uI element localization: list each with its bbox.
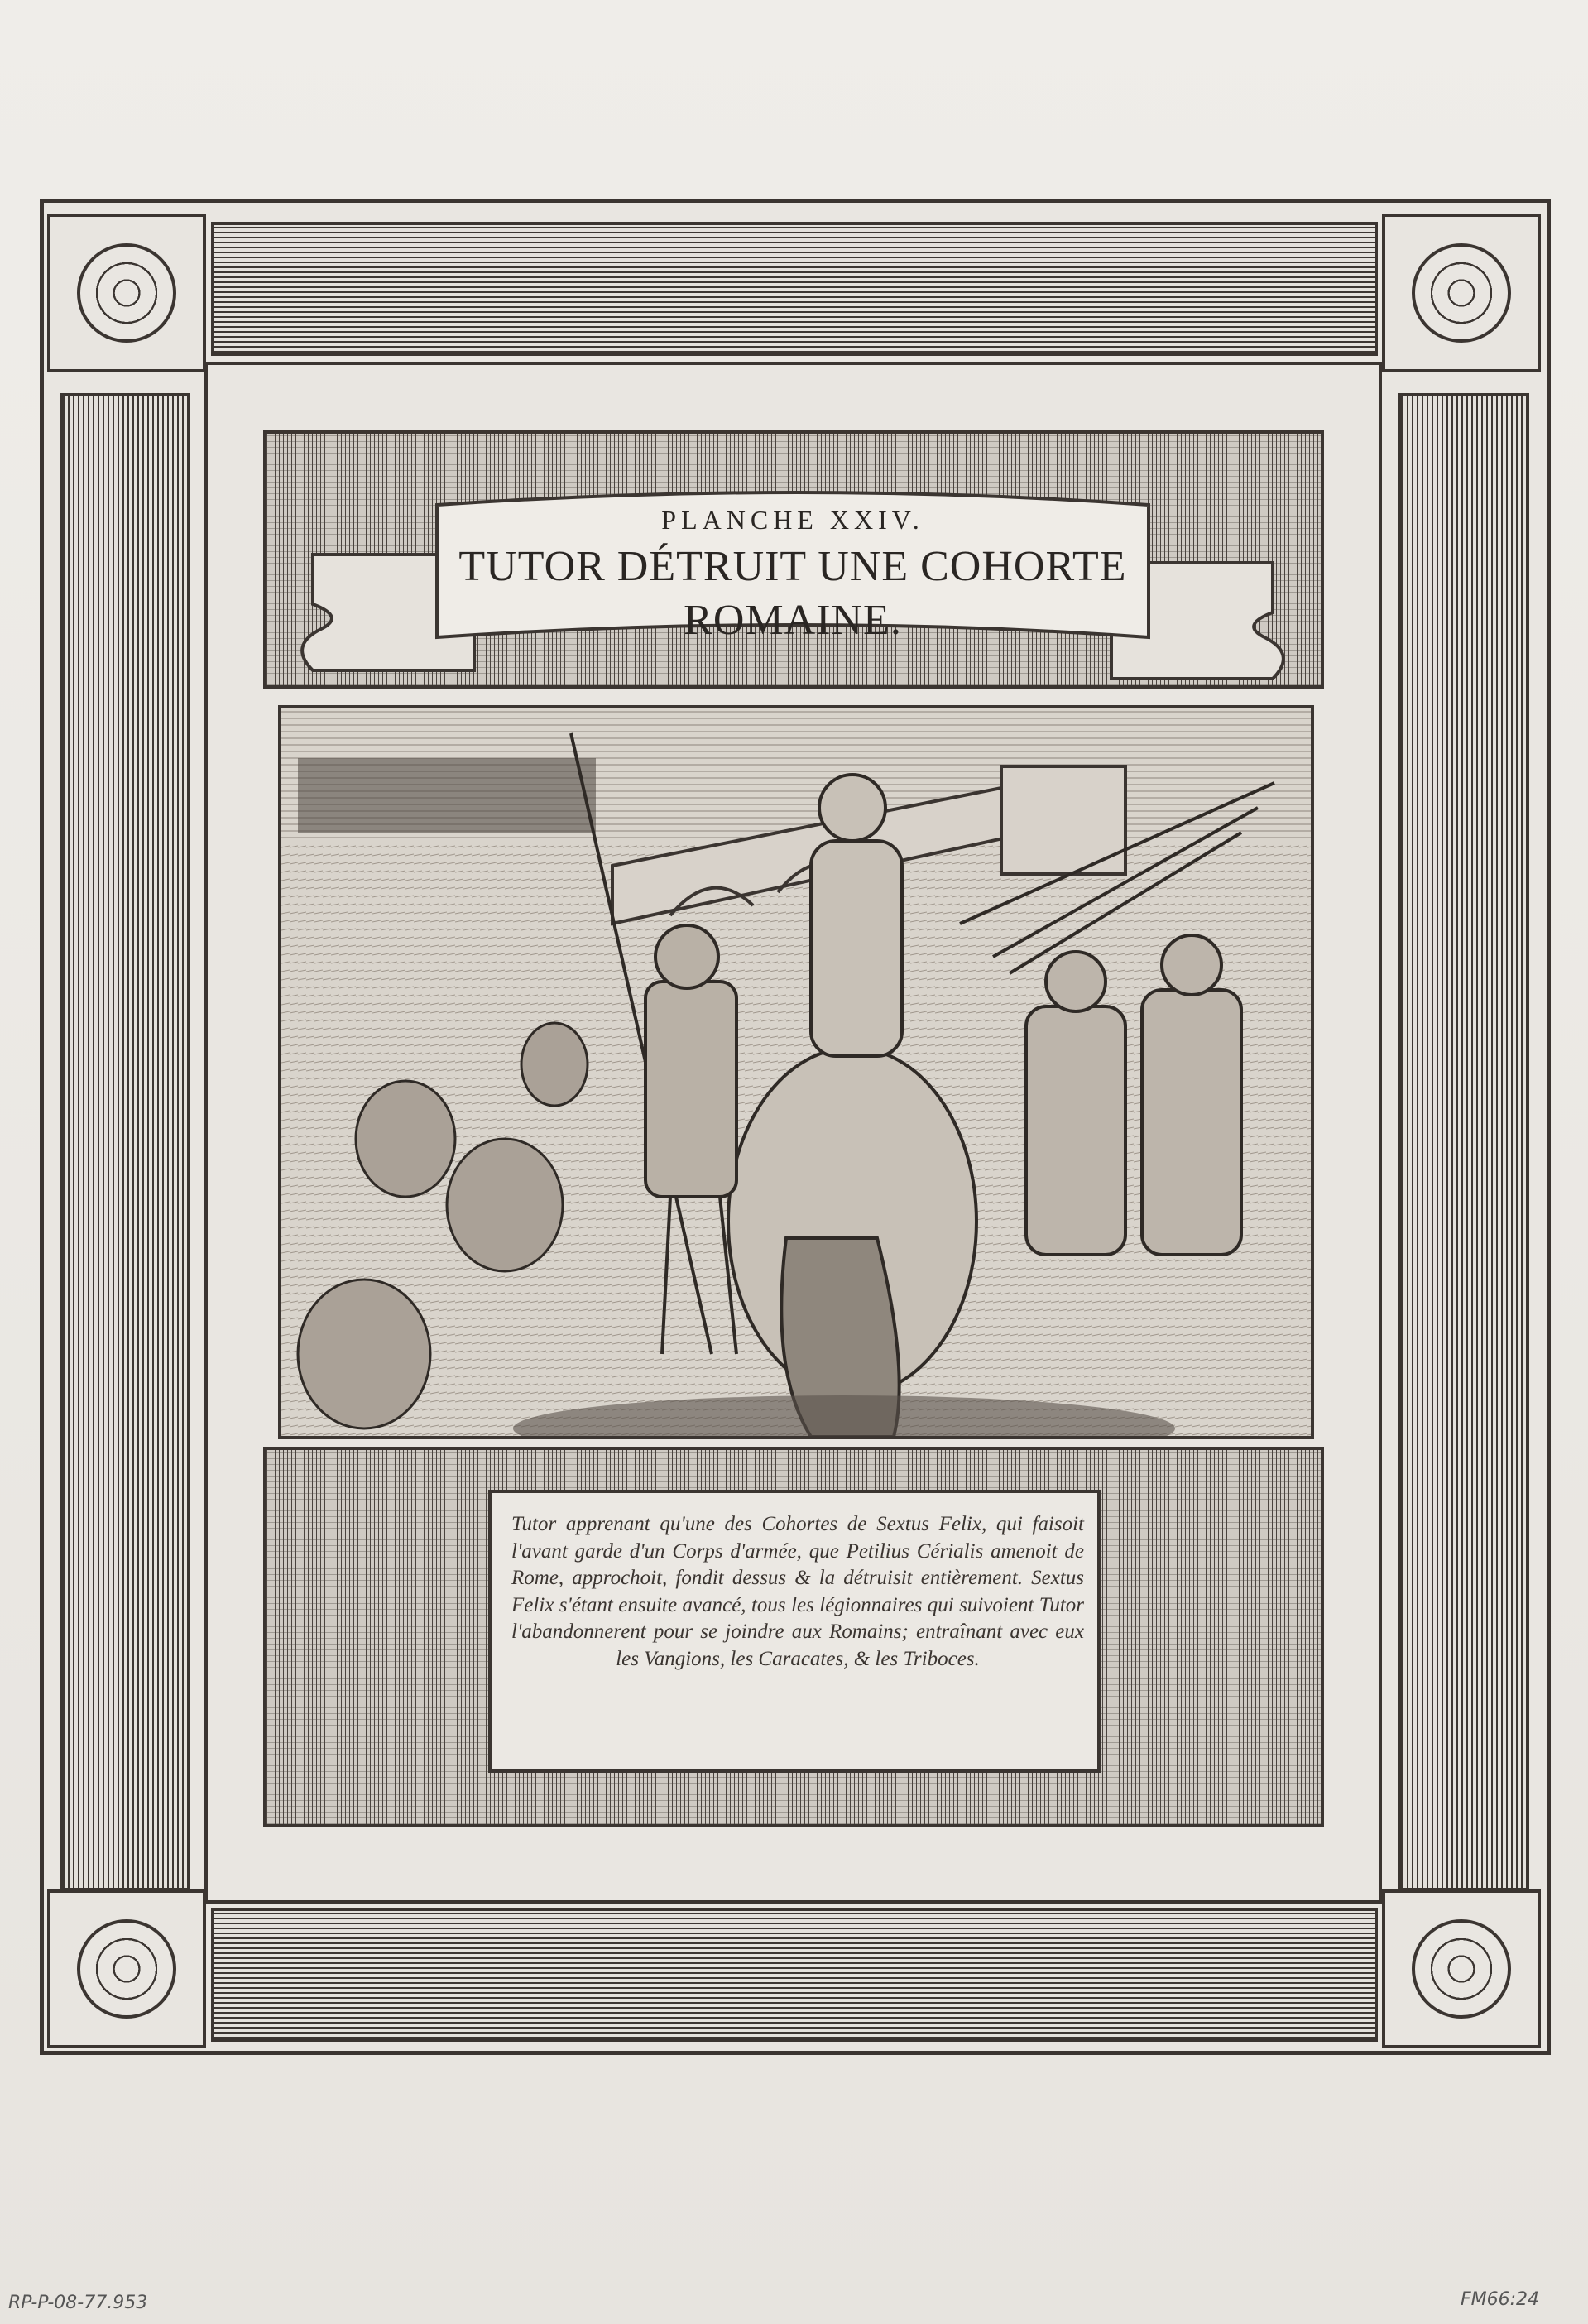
- battle-engraving: [278, 705, 1314, 1439]
- rosette-icon: [77, 243, 176, 343]
- top-hatched-band: [211, 222, 1378, 356]
- plate-title-line2: ROMAINE.: [684, 597, 902, 644]
- caption-text: Tutor apprenant qu'une des Cohortes de Sextus Felix, qui faisoit l'avant garde d'un Corps d'armée, que Petilius Cérialis amenoit de Rome, approchoit, fondit dessus & la détruisit entièrement. Sextus Felix s'étant ensuite avancé, tous les légionnaires qui suivoient Tutor l'abandonnerent pour se joindre aux Romains; entraînant avec eux les Vangions, les Caracates, & les Triboces.: [511, 1513, 1084, 1670]
- caption-box: [488, 1490, 1101, 1773]
- rosette-top-left: [47, 214, 206, 372]
- rosette-bottom-right: [1382, 1889, 1541, 2048]
- plate-title-line1: TUTOR DÉTRUIT UNE COHORTE: [458, 543, 1127, 590]
- battle-scene-illustration: [281, 708, 1314, 1439]
- rosette-icon: [77, 1919, 176, 2019]
- rosette-icon: [1412, 1919, 1511, 2019]
- title-banner: [429, 480, 1157, 683]
- left-hatched-column: [60, 393, 190, 1891]
- inventory-number-right: FM66:24: [1461, 2289, 1540, 2310]
- plate-number: PLANCHE XXIV.: [661, 505, 924, 535]
- inventory-number-left: RP-P-08-77.953: [8, 2293, 148, 2313]
- rosette-top-right: [1382, 214, 1541, 372]
- bottom-hatched-band: [211, 1908, 1378, 2042]
- rosette-bottom-left: [47, 1889, 206, 2048]
- distant-cavalry: [298, 758, 596, 833]
- right-hatched-column: [1398, 393, 1529, 1891]
- rosette-icon: [1412, 243, 1511, 343]
